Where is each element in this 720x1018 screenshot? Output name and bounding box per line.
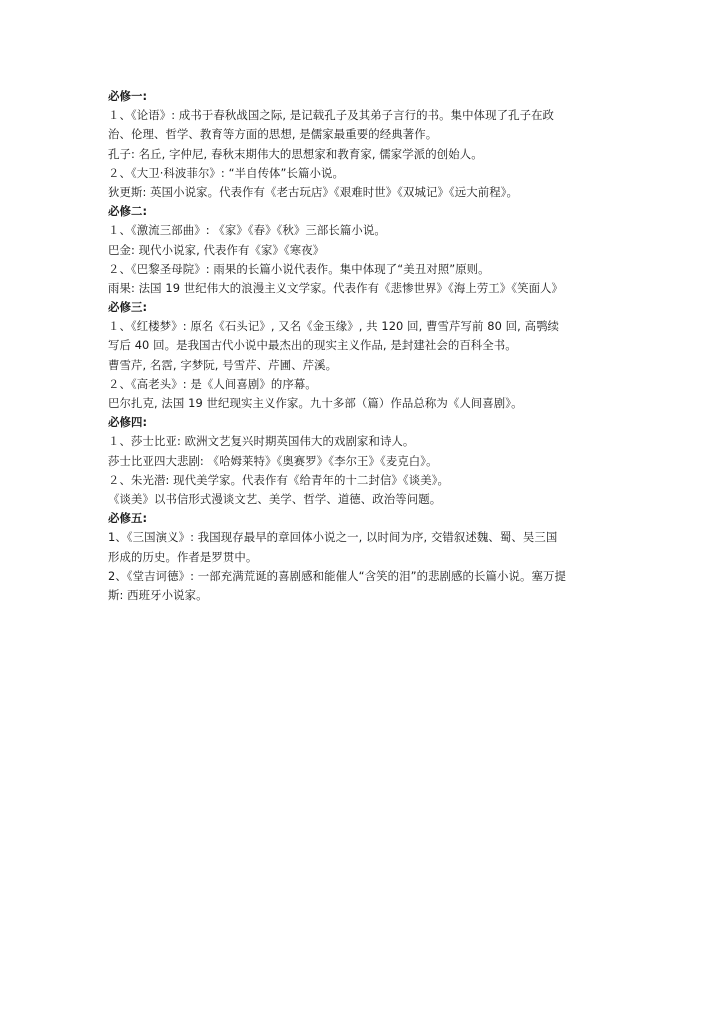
text-line: 雨果: 法国 19 世纪伟大的浪漫主义文学家。代表作有《悲惨世界》《海上劳工》《笑面人》: [108, 280, 564, 295]
text-line: １、莎士比亚: 欧洲文艺复兴时期英国伟大的戏剧家和诗人。: [108, 434, 415, 449]
text-line: 《谈美》以书信形式漫谈文艺、美学、哲学、道德、政治等问题。: [108, 491, 442, 506]
text-line: 曹雪芹, 名霑, 字梦阮, 号雪芹、芹圃、芹溪。: [108, 357, 338, 372]
text-line: 巴金: 现代小说家, 代表作有《家》《寒夜》: [108, 242, 325, 257]
text-line: 巴尔扎克, 法国 19 世纪现实主义作家。九十多部（篇）作品总称为《人间喜剧》。: [108, 396, 523, 410]
text-line: 孔子: 名丘, 字仲尼, 春秋末期伟大的思想家和教育家, 儒家学派的创始人。: [108, 146, 483, 161]
text-line: ２、《巴黎圣母院》: 雨果的长篇小说代表作。集中体现了“美丑对照”原则。: [108, 261, 490, 276]
section-heading: 必修三:: [108, 300, 148, 315]
text-line: １、《论语》: 成书于春秋战国之际, 是记载孔子及其弟子言行的书。集中体现了孔子在政: [108, 108, 555, 123]
text-line: 2、《堂吉诃德》: 一部充满荒诞的喜剧感和能催人“含笑的泪”的悲剧感的长篇小说。塞万提: [108, 568, 566, 583]
text-line: 斯: 西班牙小说家。: [108, 587, 208, 602]
text-line: ２、《高老头》: 是《人间喜剧》的序幕。: [108, 376, 317, 391]
section-heading: 必修四:: [108, 415, 148, 430]
text-line: １、《红楼梦》: 原名《石头记》, 又名《金玉缘》, 共 120 回, 曹雪芹写前 80 回, 高鹗续: [108, 319, 560, 334]
text-line: 写后 40 回。是我国古代小说中最杰出的现实主义作品, 是封建社会的百科全书。: [108, 338, 517, 353]
text-line: ２、朱光潜: 现代美学家。代表作有《给青年的十二封信》《谈美》。: [108, 472, 449, 487]
section-heading: 必修二:: [108, 204, 148, 219]
document-body: [108, 87, 618, 605]
text-line: 狄更斯: 英国小说家。代表作有《老古玩店》《艰难时世》《双城记》《远大前程》。: [108, 184, 519, 199]
text-line: ２、《大卫·科波菲尔》: “半自传体”长篇小说。: [108, 165, 345, 180]
section-heading: 必修一:: [108, 89, 148, 103]
text-line: 1、《三国演义》: 我国现存最早的章回体小说之一, 以时间为序, 交错叙述魏、蜀、吴三国: [108, 530, 558, 545]
text-line: 莎士比亚四大悲剧: 《哈姆莱特》《奥赛罗》《李尔王》《麦克白》。: [108, 453, 438, 468]
text-line: 治、伦理、哲学、教育等方面的思想, 是儒家最重要的经典著作。: [108, 127, 438, 142]
section-heading: 必修五:: [108, 511, 148, 526]
text-line: 形成的历史。作者是罗贯中。: [108, 549, 258, 564]
text-line: １、《激流三部曲》: 《家》《春》《秋》三部长篇小说。: [108, 223, 386, 238]
